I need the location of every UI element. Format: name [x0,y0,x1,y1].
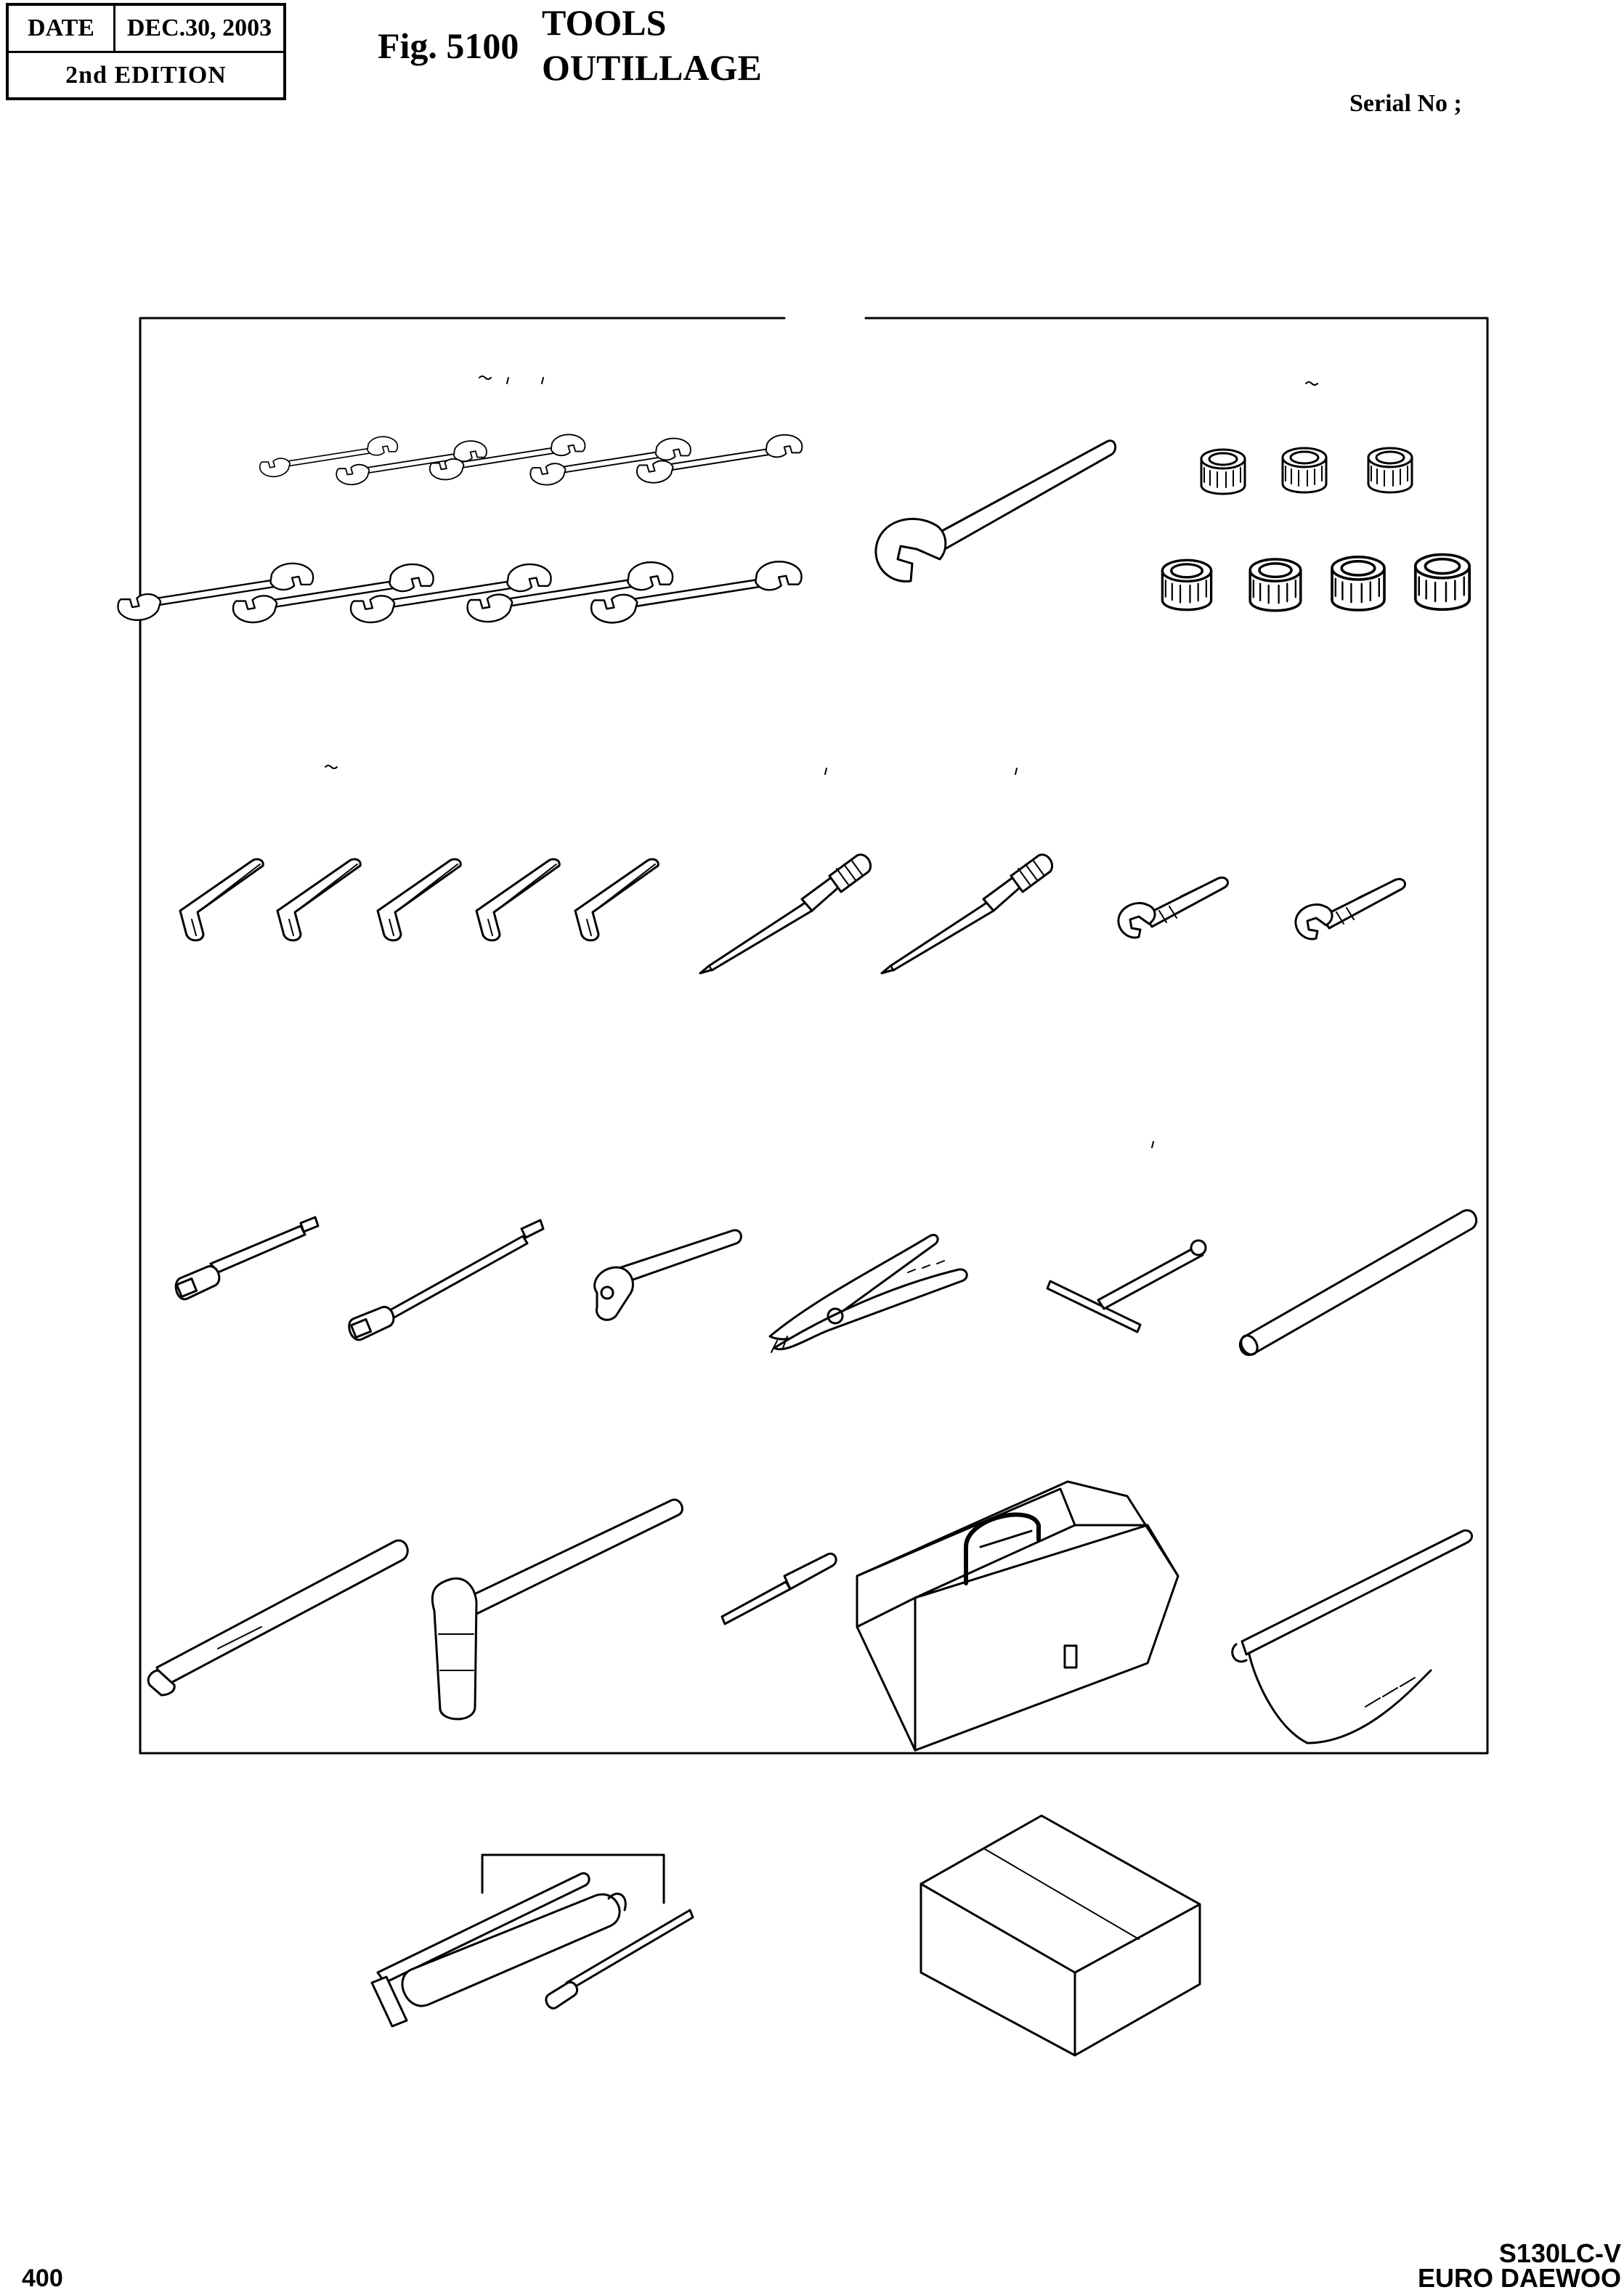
edition-label: 2nd EDITION [65,62,227,89]
extension-bar-icon [176,1217,318,1299]
adjustable-wrench-icon [1118,877,1405,939]
small-screwdriver-icon [722,1553,836,1624]
date-label: DATE [9,6,115,51]
tool-box-icon [857,1482,1178,1750]
maker-name: EURO DAEWOO [1417,2263,1621,2293]
hammer-icon [432,1500,682,1719]
page-number: 400 [22,2264,63,2292]
date-value: DEC.30, 2003 [126,15,272,41]
title-english: TOOLS [542,2,667,43]
figure-number: Fig. 5100 [378,25,519,66]
grease-gun-icon [372,1855,693,2026]
carton-box-icon [921,1816,1200,2055]
t-wrench-icon [1047,1240,1206,1332]
large-spanner-icon [876,441,1116,582]
title-french: OUTILLAGE [542,47,762,88]
ratchet-handle-icon [595,1230,742,1320]
model-name: S130LC-V [1498,2238,1621,2268]
long-extension-bar-icon [349,1220,543,1340]
model-block [1417,2238,1621,2293]
spanner-icon [118,561,801,622]
serial-number-label: Serial No ; [1349,90,1462,117]
pliers-icon [770,1235,967,1352]
spanner-icon [260,434,803,484]
socket-icon [1162,448,1469,611]
chain-wrench-icon [1233,1530,1472,1743]
hex-key-icon [180,859,658,941]
screwdriver-icon [700,855,1052,973]
bar-icon [1238,1210,1476,1357]
flat-bar-icon [148,1540,407,1695]
